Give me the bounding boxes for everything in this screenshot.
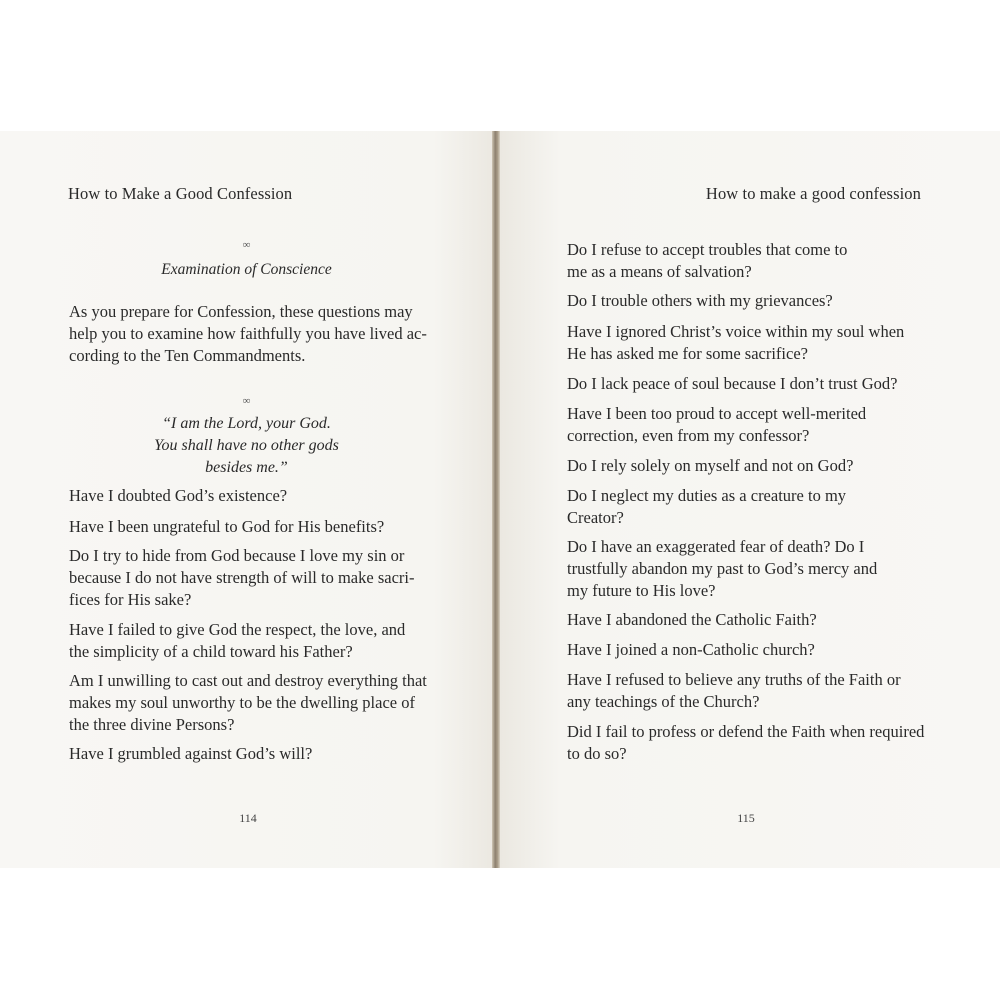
intro-line: cording to the Ten Commandments. [69, 346, 306, 365]
question-line: Do I trouble others with my grievances? [567, 291, 833, 310]
question-line: my future to His love? [567, 581, 716, 600]
page-number-right: 115 [737, 811, 755, 825]
question-item [69, 485, 429, 507]
left-page [0, 131, 493, 868]
question-item [567, 403, 927, 447]
ornament-divider-icon: ∞ [242, 239, 251, 251]
question-line: Do I lack peace of soul because I don’t trust God? [567, 374, 898, 393]
question-item [567, 239, 927, 283]
question-line: Did I fail to profess or defend the Faith when required [567, 722, 925, 741]
question-line: Have I abandoned the Catholic Faith? [567, 610, 817, 629]
commandment-line: You shall have no other gods [154, 437, 339, 454]
question-line: Have I doubted God’s existence? [69, 486, 288, 505]
question-line: Do I refuse to accept troubles that come to [567, 240, 848, 259]
question-line: because I do not have strength of will to make sacri- [69, 568, 415, 587]
question-item [567, 321, 937, 365]
question-line: the three divine Persons? [69, 715, 235, 734]
question-line: Have I ignored Christ’s voice within my soul when [567, 322, 905, 341]
question-line: He has asked me for some sacrifice? [567, 344, 808, 363]
question-line: any teachings of the Church? [567, 692, 760, 711]
question-item [567, 609, 927, 631]
commandment-line: “I am the Lord, your God. [162, 415, 331, 432]
question-item [69, 516, 429, 538]
question-line: Do I rely solely on myself and not on God? [567, 456, 854, 475]
question-item [567, 455, 927, 477]
question-item [567, 290, 927, 312]
section-title: Examination of Conscience [161, 261, 332, 278]
question-line: Do I have an exaggerated fear of death? Do I [567, 537, 865, 556]
question-item [69, 743, 429, 765]
question-line: trustfully abandon my past to God’s mercy and [567, 559, 878, 578]
question-line: makes my soul unworthy to be the dwelling place of [69, 693, 415, 712]
intro-line: help you to examine how faithfully you have lived ac- [69, 324, 427, 343]
question-item [567, 639, 927, 661]
question-item [69, 670, 444, 736]
intro-line: As you prepare for Confession, these questions may [69, 302, 413, 321]
ornament-divider-icon: ∞ [242, 395, 251, 407]
question-line: Have I grumbled against God’s will? [69, 744, 313, 763]
question-line: to do so? [567, 744, 627, 763]
question-line: Have I been ungrateful to God for His benefits? [69, 517, 385, 536]
question-item [567, 373, 937, 395]
question-line: me as a means of salvation? [567, 262, 752, 281]
question-line: Am I unwilling to cast out and destroy everything that [69, 671, 427, 690]
page-number-left: 114 [239, 811, 257, 825]
question-line: Have I failed to give God the respect, the love, and [69, 620, 406, 639]
running-head-right: How to make a good confession [705, 184, 921, 203]
commandment-quote [0, 413, 493, 479]
question-line: Do I neglect my duties as a creature to my [567, 486, 847, 505]
question-line: Have I been too proud to accept well-merited [567, 404, 867, 423]
question-item [567, 721, 947, 765]
question-line: Creator? [567, 508, 624, 527]
book-gutter [492, 131, 500, 868]
question-line: fices for His sake? [69, 590, 192, 609]
book-spread [0, 131, 1000, 868]
question-line: Have I refused to believe any truths of the Faith or [567, 670, 901, 689]
question-line: Have I joined a non-Catholic church? [567, 640, 815, 659]
question-item [69, 619, 439, 663]
question-line: Do I try to hide from God because I love my sin or [69, 546, 405, 565]
question-item [567, 536, 927, 602]
commandment-line: besides me.” [205, 459, 288, 476]
question-item [567, 669, 937, 713]
right-page [500, 131, 1000, 868]
question-line: the simplicity of a child toward his Father? [69, 642, 353, 661]
question-line: correction, even from my confessor? [567, 426, 810, 445]
intro-paragraph [69, 301, 439, 367]
question-item [567, 485, 927, 529]
running-head-left: How to Make a Good Confession [68, 184, 293, 203]
question-item [69, 545, 439, 611]
